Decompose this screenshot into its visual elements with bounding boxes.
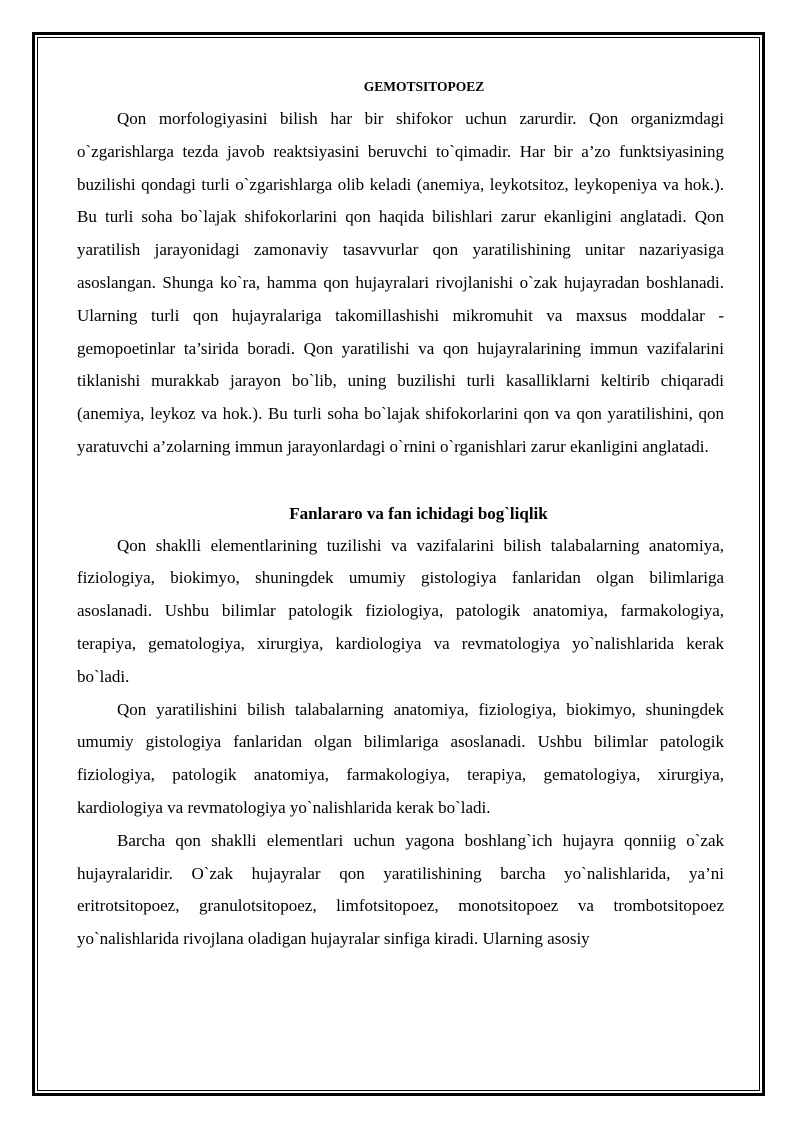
section-paragraph: Barcha qon shaklli elementlari uchun yagona boshlang`ich hujayra qonniig o`zak hujayralaridir. O`zak hujayralar qon yaratilishining barcha yo`nalishlarida, ya’ni eritrotsitopoez, granulotsitopoez, limfotsitopoez, monotsitopoez va trombotsitopoez yo`nalishlarida rivojlana oladigan hujayralar sinfiga kiradi. Ularning asosiy	[77, 830, 724, 949]
document-title: GEMOTSITOPOEZ	[363, 79, 485, 94]
document-body	[77, 70, 724, 956]
section-paragraph: Qon yaratilishini bilish talabalarning anatomiya, fiziologiya, biokimyo, shuningdek umumiy gistologiya fanlaridan olgan bilimlariga asoslanadi. Ushbu bilimlar patologik fiziologiya, patologik anatomiya, farmakologiya, terapiya, gematologiya, xirurgiya, kardiologiya va revmatologiya yo`nalishlarida kerak bo`ladi.	[77, 699, 724, 817]
intro-paragraph: Qon morfologiyasini bilish har bir shifokor uchun zarurdir. Qon organizmdagi o`zgarishlarga tezda javob reaktsiyasini beruvchi to`qimadir. Har bir a’zo funktsiyasining buzilishi qondagi turli o`zgarishlarga olib keladi (anemiya, leykotsitoz, leykopeniya va hok.). Bu turli soha bo`lajak shifokorlarini qon haqida bilishlari zarur ekanligini anglatadi. Qon yaratilish jarayonidagi zamonaviy tasavvurlar qon yaratilishining unitar nazariyasiga asoslangan. Shunga ko`ra, hamma qon hujayralari rivojlanishi o`zak hujayradan boshlanadi. Ularning turli qon hujayralariga takomillashishi mikromuhit va maxsus moddalar - gemopoetinlar ta’sirida boradi. Qon yaratilishi va qon hujayralarining immun vazifalarini tiklanishi murakkab jarayon bo`lib, uning buzilishi turli kasalliklarni keltirib chiqaradi (anemiya, leykoz va hok.). Bu turli soha bo`lajak shifokorlarini qon va qon yaratilishini, qon yaratuvchi a’zolarning immun jarayonlardagi o`rnini o`rganishlari zarur ekanligini anglatadi.	[77, 109, 724, 456]
blank-line	[77, 464, 724, 497]
section-title: Fanlararo va fan ichidagi bog`liqlik	[289, 503, 548, 523]
section-paragraph: Qon shaklli elementlarining tuzilishi va vazifalarini bilish talabalarning anatomiya, fiziologiya, biokimyo, shuningdek umumiy gistologiya fanlaridan olgan bilimlariga asoslanadi. Ushbu bilimlar patologik fiziologiya, patologik anatomiya, farmakologiya, terapiya, gematologiya, xirurgiya, kardiologiya va revmatologiya yo`nalishlarida kerak bo`ladi.	[77, 535, 724, 686]
